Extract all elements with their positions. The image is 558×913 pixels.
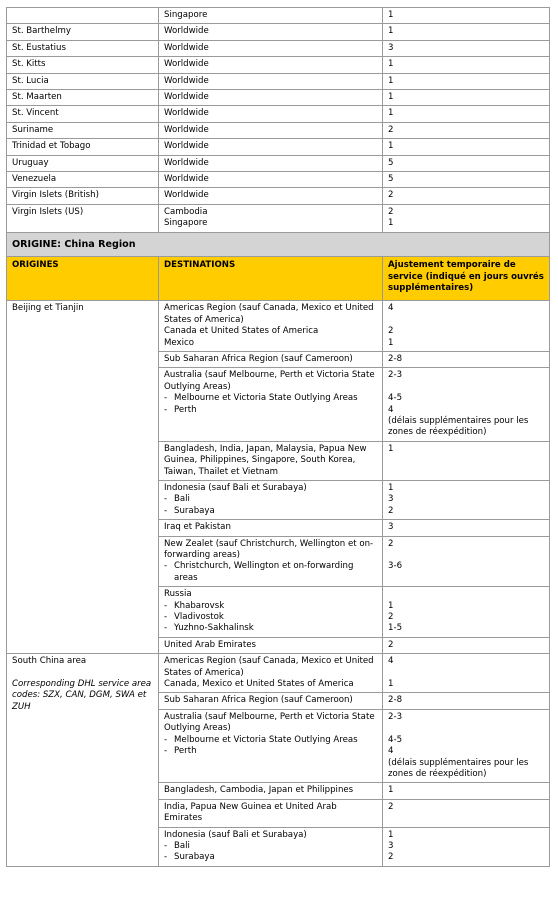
days-value: 3 bbox=[388, 840, 394, 851]
days-value: 1 bbox=[388, 600, 394, 611]
destination-cell bbox=[159, 480, 383, 519]
origin-cell bbox=[7, 188, 159, 204]
days-value: 2 bbox=[388, 612, 394, 623]
days-cell bbox=[383, 188, 550, 204]
origin-cell bbox=[7, 8, 159, 24]
destination-text: Worldwide bbox=[164, 174, 209, 185]
days-value: 1 bbox=[388, 218, 394, 229]
origin-cell bbox=[7, 122, 159, 138]
days-cell bbox=[383, 827, 550, 866]
origin-name: Beijing et Tianjin bbox=[12, 303, 84, 314]
days-cell bbox=[383, 204, 550, 232]
destination-text: Canada et United States of America bbox=[164, 326, 319, 337]
table-row bbox=[7, 24, 550, 40]
header-adjustment: Ajustement temporaire de service (indiqué en jours ouvrés supplémentaires) bbox=[383, 257, 550, 301]
destination-text: United Arab Emirates bbox=[164, 639, 256, 650]
destination-text: - Melbourne et Victoria State Outlying Areas bbox=[164, 735, 377, 746]
origin-name: St. Lucia bbox=[12, 75, 49, 86]
origin-cell bbox=[7, 24, 159, 40]
destination-text: Sub Saharan Africa Region (sauf Cameroon) bbox=[164, 353, 353, 364]
destination-cell bbox=[159, 188, 383, 204]
destination-text: Indonesia (sauf Bali et Surabaya) bbox=[164, 829, 307, 840]
destination-cell bbox=[159, 783, 383, 799]
header-origins: ORIGINES bbox=[7, 257, 159, 301]
origin-name: Virgin Islets (US) bbox=[12, 206, 84, 217]
days-value: 2 bbox=[388, 505, 394, 516]
table-row bbox=[7, 204, 550, 232]
table-row bbox=[7, 122, 550, 138]
destination-cell bbox=[159, 368, 383, 441]
destination-text: - Vladivostok bbox=[164, 612, 377, 623]
destination-cell bbox=[159, 8, 383, 24]
days-value: 3-6 bbox=[388, 561, 403, 572]
service-table-wrapper bbox=[6, 7, 549, 867]
days-value: 1-5 bbox=[388, 623, 403, 634]
destination-cell bbox=[159, 73, 383, 89]
origin-name: St. Barthelmy bbox=[12, 26, 71, 37]
days-value: 4 bbox=[388, 303, 394, 314]
origin-name: Suriname bbox=[12, 124, 54, 135]
days-cell bbox=[383, 441, 550, 480]
days-cell bbox=[383, 799, 550, 827]
days-cell bbox=[383, 783, 550, 799]
destination-text: Worldwide bbox=[164, 92, 209, 103]
table-row bbox=[7, 155, 550, 171]
origin-cell bbox=[7, 155, 159, 171]
origin-name: St. Kitts bbox=[12, 59, 46, 70]
days-value: 1 bbox=[388, 10, 394, 20]
destination-text: - Surabaya bbox=[164, 852, 377, 863]
origin-cell bbox=[7, 90, 159, 106]
destination-text: Bangladesh, India, Japan, Malaysia, Papua New Guinea, Philippines, Singapore, South Korea, Taiwan, Thailet et Vietnam bbox=[164, 443, 367, 477]
days-value: 5 bbox=[388, 174, 394, 185]
destination-text: Worldwide bbox=[164, 26, 209, 37]
origin-name: St. Vincent bbox=[12, 108, 59, 119]
days-value: 1 bbox=[388, 108, 394, 119]
table-row bbox=[7, 188, 550, 204]
table-row bbox=[7, 654, 550, 693]
table-row bbox=[7, 172, 550, 188]
destination-text: - Perth bbox=[164, 405, 377, 416]
table-row bbox=[7, 90, 550, 106]
origin-name: Virgin Islets (British) bbox=[12, 190, 99, 201]
origin-cell bbox=[7, 654, 159, 866]
origin-cell bbox=[7, 301, 159, 654]
destination-cell bbox=[159, 799, 383, 827]
days-value: 2 bbox=[388, 801, 394, 812]
days-cell bbox=[383, 73, 550, 89]
days-note: (délais supplémentaires pour les zones de réexpédition) bbox=[388, 415, 529, 438]
destination-text: Indonesia (sauf Bali et Surabaya) bbox=[164, 482, 307, 493]
destination-cell bbox=[159, 40, 383, 56]
destination-cell bbox=[159, 587, 383, 638]
days-value: 5 bbox=[388, 157, 394, 168]
destination-cell bbox=[159, 172, 383, 188]
days-value: 1 bbox=[388, 679, 394, 690]
days-value: 4-5 bbox=[388, 393, 403, 404]
table-row bbox=[7, 106, 550, 122]
destination-text: - Melbourne et Victoria State Outlying Areas bbox=[164, 393, 377, 404]
destination-text: New Zealet (sauf Christchurch, Wellington et on-forwarding areas) bbox=[164, 538, 374, 561]
origin-name: Trinidad et Tobago bbox=[12, 141, 91, 152]
destination-text: Russia bbox=[164, 589, 192, 600]
destination-text: - Khabarovsk bbox=[164, 601, 377, 612]
destination-text: Worldwide bbox=[164, 141, 209, 152]
destination-cell bbox=[159, 709, 383, 782]
days-cell bbox=[383, 172, 550, 188]
section-row bbox=[7, 232, 550, 256]
service-adjustment-table bbox=[6, 7, 550, 867]
header-destinations: DESTINATIONS bbox=[159, 257, 383, 301]
table-row bbox=[7, 73, 550, 89]
destination-cell bbox=[159, 301, 383, 352]
days-cell bbox=[383, 90, 550, 106]
days-value: 4 bbox=[388, 404, 394, 415]
destination-text: - Yuzhno-Sakhalinsk bbox=[164, 623, 377, 634]
days-value: 1 bbox=[388, 26, 394, 37]
destination-text: Singapore bbox=[164, 218, 208, 229]
origin-cell bbox=[7, 172, 159, 188]
destination-text: Worldwide bbox=[164, 75, 209, 86]
table-row bbox=[7, 301, 550, 352]
destination-text: Worldwide bbox=[164, 190, 209, 201]
origin-cell bbox=[7, 73, 159, 89]
days-cell bbox=[383, 654, 550, 693]
days-value: 2 bbox=[388, 206, 394, 217]
days-value: 2 bbox=[388, 124, 394, 135]
destination-cell bbox=[159, 204, 383, 232]
origin-cell bbox=[7, 204, 159, 232]
destination-cell bbox=[159, 90, 383, 106]
days-value: 1 bbox=[388, 785, 394, 796]
destination-text: - Bali bbox=[164, 841, 377, 852]
days-cell bbox=[383, 57, 550, 73]
destination-text: Sub Saharan Africa Region (sauf Cameroon) bbox=[164, 695, 353, 706]
destination-cell bbox=[159, 351, 383, 367]
days-value: 3 bbox=[388, 494, 394, 505]
destination-text: Singapore bbox=[164, 10, 208, 20]
days-value: 1 bbox=[388, 141, 394, 152]
days-cell bbox=[383, 155, 550, 171]
destination-text: Worldwide bbox=[164, 157, 209, 168]
days-value: 2-8 bbox=[388, 353, 403, 364]
header-row bbox=[7, 257, 550, 301]
days-cell bbox=[383, 480, 550, 519]
days-cell bbox=[383, 40, 550, 56]
destination-text: Worldwide bbox=[164, 108, 209, 119]
destination-text: - Christchurch, Wellington et on-forwarding areas bbox=[164, 561, 377, 584]
origin-name: South China area bbox=[12, 656, 87, 667]
destination-text: Americas Region (sauf Canada, Mexico et United States of America) bbox=[164, 656, 374, 678]
destination-cell bbox=[159, 57, 383, 73]
top-rows bbox=[7, 8, 550, 233]
destination-text: Iraq et Pakistan bbox=[164, 522, 231, 533]
days-value: 1 bbox=[388, 482, 394, 493]
table-row bbox=[7, 8, 550, 24]
days-cell bbox=[383, 368, 550, 441]
days-value: 1 bbox=[388, 829, 394, 840]
days-value: 2-3 bbox=[388, 370, 403, 381]
days-value: 2 bbox=[388, 190, 394, 201]
destination-cell bbox=[159, 827, 383, 866]
days-value: 4 bbox=[388, 656, 394, 667]
days-value: 2 bbox=[388, 326, 394, 337]
days-value: 2 bbox=[388, 639, 394, 650]
days-value: 1 bbox=[388, 443, 394, 454]
destination-text: Worldwide bbox=[164, 124, 209, 135]
days-value: 4 bbox=[388, 746, 394, 757]
days-value: 3 bbox=[388, 42, 394, 53]
days-cell bbox=[383, 122, 550, 138]
destination-cell bbox=[159, 520, 383, 536]
days-value: 1 bbox=[388, 337, 394, 348]
days-cell bbox=[383, 587, 550, 638]
origin-cell bbox=[7, 139, 159, 155]
destination-text: Americas Region (sauf Canada, Mexico et United States of America) bbox=[164, 303, 374, 325]
origin-name: Uruguay bbox=[12, 157, 49, 168]
days-cell bbox=[383, 8, 550, 24]
destination-cell bbox=[159, 122, 383, 138]
destination-cell bbox=[159, 441, 383, 480]
destination-text: Mexico bbox=[164, 337, 195, 348]
destination-cell bbox=[159, 637, 383, 653]
origin-cell bbox=[7, 57, 159, 73]
destination-text: Canada, Mexico et United States of America bbox=[164, 679, 354, 690]
table-row bbox=[7, 40, 550, 56]
days-cell bbox=[383, 351, 550, 367]
days-value: 2-3 bbox=[388, 711, 403, 722]
table-row bbox=[7, 139, 550, 155]
days-cell bbox=[383, 709, 550, 782]
days-value: 2-8 bbox=[388, 695, 403, 706]
days-value: 1 bbox=[388, 92, 394, 103]
destination-text: - Perth bbox=[164, 746, 377, 757]
destination-text: - Surabaya bbox=[164, 506, 377, 517]
destination-cell bbox=[159, 654, 383, 693]
days-cell bbox=[383, 536, 550, 587]
origin-name: St. Maarten bbox=[12, 92, 62, 103]
destination-text: India, Papua New Guinea et United Arab Emirates bbox=[164, 801, 337, 824]
days-cell bbox=[383, 301, 550, 352]
destination-text: Australia (sauf Melbourne, Perth et Victoria State Outlying Areas) bbox=[164, 711, 375, 734]
destination-cell bbox=[159, 536, 383, 587]
days-value: 2 bbox=[388, 852, 394, 863]
days-value: 3 bbox=[388, 522, 394, 533]
days-value: 1 bbox=[388, 75, 394, 86]
table-row bbox=[7, 57, 550, 73]
destination-cell bbox=[159, 693, 383, 709]
destination-text: - Bali bbox=[164, 494, 377, 505]
destination-cell bbox=[159, 139, 383, 155]
days-cell bbox=[383, 520, 550, 536]
days-note: (délais supplémentaires pour les zones de réexpédition) bbox=[388, 757, 529, 779]
days-cell bbox=[383, 106, 550, 122]
destination-cell bbox=[159, 155, 383, 171]
destination-text: Worldwide bbox=[164, 59, 209, 70]
origin-note: Corresponding DHL service area codes: SZX, CAN, DGM, SWA et ZUH bbox=[12, 679, 152, 712]
days-value: 2 bbox=[388, 538, 394, 549]
days-cell bbox=[383, 24, 550, 40]
days-cell bbox=[383, 693, 550, 709]
destination-cell bbox=[159, 106, 383, 122]
destination-text: Bangladesh, Cambodia, Japan et Philippines bbox=[164, 785, 354, 796]
days-value: 4-5 bbox=[388, 734, 403, 745]
days-cell bbox=[383, 139, 550, 155]
destination-text: Australia (sauf Melbourne, Perth et Victoria State Outlying Areas) bbox=[164, 370, 375, 392]
section-title: ORIGINE: China Region bbox=[7, 232, 550, 256]
days-value: 1 bbox=[388, 59, 394, 70]
destination-text: Cambodia bbox=[164, 206, 208, 217]
destination-cell bbox=[159, 24, 383, 40]
destination-text: Worldwide bbox=[164, 42, 209, 53]
origin-name: St. Eustatius bbox=[12, 42, 66, 53]
origin-cell bbox=[7, 106, 159, 122]
days-cell bbox=[383, 637, 550, 653]
origin-cell bbox=[7, 40, 159, 56]
origin-name: Venezuela bbox=[12, 174, 57, 185]
